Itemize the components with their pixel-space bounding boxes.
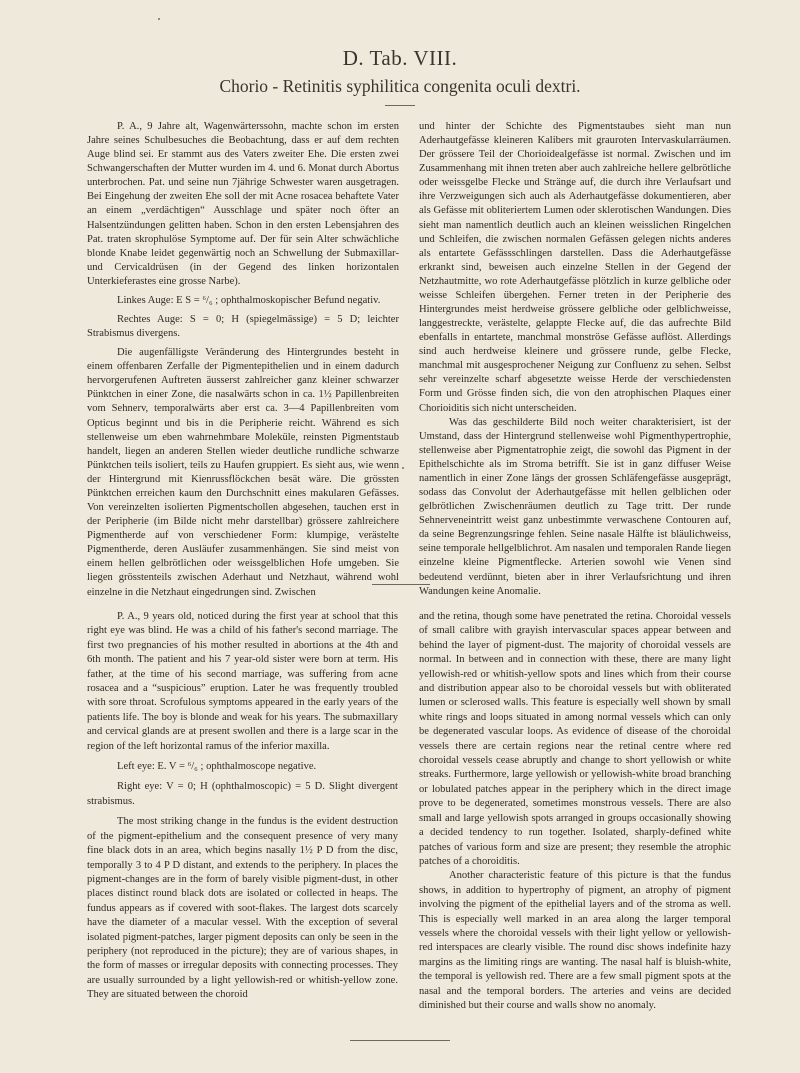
page-subtitle: Chorio - Retinitis syphilitica congenita oculi dextri. bbox=[219, 76, 581, 96]
german-characteristic-paragraph: Was das geschilderte Bild noch weiter charakterisiert, ist der Umstand, dass der Hintergrund stellenweise wohl Pigmenthypertrophie, stellenweise aber Pigmentatrophie zeigt, die sowohl das Pigment in der Epithelschichte als im Stroma betrifft. Sie ist in ganz diffuser Weise namentlich in einer Zone längs der grossen Schläfengefässe ausgeprägt, sodass das Convolut der Aderhautgefässe mit hellen gelblichen oder gelbrötlichen Zwischenräumen deutlich zu Tage tritt. Der runde Sehnerveneintritt weist ganz unbestimmte verwaschene Contouren auf, da seine Begrenzungsringe fehlen. Seine nasale Hälfte ist bläulichweiss, seine temporale hellgelblichrot. Am nasalen und temporalen Rande liegen einzelne kleine Pigmentflecke. Arterien sowohl wie Venen sind bedeutend verdünnt, bieten aber in ihrer Verlaufsrichtung und ihren Wandungen keine Anomalie. bbox=[419, 416, 731, 597]
german-right-eye: Rechtes Auge: S = 0; H (spiegelmässige) = 5 D; leichter Strabismus divergens. bbox=[87, 314, 399, 340]
english-right-eye: Right eye: V = 0; H (ophthalmoscopic) = 5 D. Slight divergent strabismus. bbox=[87, 781, 398, 807]
german-left-eye: Linkes Auge: E S = ⁶/₆ ; ophthalmoskopischer Befund negativ. bbox=[117, 294, 381, 306]
english-vessels-paragraph: and the retina, though some have penetrated the retina. Choroidal vessels of small calibre with grayish intervascular spaces appear between and behind the layer of pigment-dust. The majority of choroidal vessels are normal. In between and in connection with these, there are many light yellowish-red or whitish-yellow spots and lines which from their course and distribution appear also to be choroidal vessels but with obliterated lumen or sclerosed walls. This feature is especially well shown by small white rings and loops situated in among normal vessels which can only be degenerated vascular loops. As evidence of disease of the choroidal vessels there are certain regions near the retinal centre where red choroidal vessels cease abruptly and change to short yellowish or white streaks. Furthermore, large yellowish or yellowish-white broad branching or lobulated patches appear in the periphery which in the direct image prove to be degenerated, sometimes monstrous vessels. There are also small and large yellowish spots arranged in groups occasionally showing a decided tendency to run together. Isolated, sharply-defined white patches of various form and size are present; they resemble the atrophic patches of a choroiditis. bbox=[419, 611, 731, 867]
english-column-left bbox=[87, 610, 398, 1003]
paper-speck bbox=[402, 467, 404, 469]
german-column-left bbox=[87, 120, 399, 600]
bottom-rule bbox=[350, 1040, 450, 1041]
english-column-right bbox=[419, 610, 731, 1013]
paper-speck bbox=[158, 18, 160, 20]
section-divider-rule bbox=[372, 584, 430, 585]
german-case-history: P. A., 9 Jahre alt, Wagenwärterssohn, machte schon im ersten Jahre seines Schulbesuches die Beobachtung, dass er auf dem rechten Auge blind sei. Er stammt aus des Vaters zweiter Ehe. Die ersten zwei Schwangerschaften der Mutter wurden im 4. und 6. Monat durch Abortus unterbrochen. Pat. und seine nun 7jährige Schwester waren ausgetragen. Bei Eingehung der zweiten Ehe soll der mit Acne rosacea behaftete Vater an einem „verdächtigen“ Ausschlage und später noch öfter an Halsentzündungen gelitten haben. Schon in den ersten Lebensjahren des Pat. traten skrophulöse Symptome auf. Der für sein Alter schwächliche blonde Knabe leidet gegenwärtig noch an Schwellung der Submaxillar- und Cervicaldrüsen (in der Gegend des linken horizontalen Unterkieferastes eine grosse Narbe). bbox=[87, 121, 399, 287]
german-vessels-paragraph: und hinter der Schichte des Pigmentstaubes sieht man nun Aderhautgefässe kleineren Kalibers mit grauroten Intervaskularräumen. Der grössere Teil der Chorioidealgefässe ist normal. Zwischen und im Zusammenhang mit ihnen treten aber auch zahlreiche hellere gelbrötliche oder weissgelbe Flecke und Stränge auf, die durch ihre Verlaufsart und ihre Verzweigungen sich auch als Aderhautgefässe dokumentieren, aber als Gefässe mit obliteriertem Lumen oder sklerotischen Wandungen. Dies sieht man namentlich deutlich auch an kleinen weisslichen Ringelchen und Schleifen, die zwischen normalen Gefässen gelegen nichts anderes als entartete Gefässschlingen darstellen. Dass die Aderhautgefässe erkrankt sind, beweisen auch einzelne Stellen in der Gegend der Netzhautmitte, wo rote Aderhautgefässe plötzlich in kurze gelbliche oder weisse Schleifen übergehen. Ferner treten in der Peripherie des Hintergrundes meist herdweise grössere gelbliche oder gelblichweisse, langgestreckte, verästelte, gelappte Flecke auf, die das aufrechte Bild ebenfalls in entartete, manchmal monströse Gefässe auflöst. Allerdings sind auch herdweise kleinere und grössere runde, gelbe Flecke, manchmal mit ausgesprochener Neigung zur Confluenz zu sehen. Selbst sehr vereinzelte scharf abgesetzte weisse Herde der verschiedensten Form und Grösse finden sich, die von den atrophischen Plaques einer Chorioiditis sich nicht unterscheiden. bbox=[419, 121, 731, 414]
page-title: D. Tab. VIII. bbox=[342, 46, 458, 70]
german-column-right bbox=[419, 120, 731, 599]
english-fundus-description: The most striking change in the fundus is the evident destruction of the pigment-epithelium and the consequent presence of very many fine black dots in an area, which begins nasally 1½ P D from the disc, temporally 3 to 4 P D distant, and extends to the periphery. In places the pigment-changes are in the form of barely visible pigment-dust, in other places distinct round black dots are isolated or collected in heaps. The fundus appears as if covered with soot-flakes. The largest dots scarcely have the diameter of a macular vessel. With the exception of several isolated pigment-patches, larger pigment deposits can only be seen in the periphery (not reproduced in the picture); they are of various shapes, in the form of masses or irregular deposits with connecting processes. They are usually surrounded by a light yellowish-red or whitish-yellow zone. They are situated between the choroid bbox=[87, 816, 398, 1001]
english-characteristic-paragraph: Another characteristic feature of this picture is that the fundus shows, in addition to hypertrophy of pigment, an atrophy of pigment involving the pigment of the epithelial layers and of the stroma as well. This is especially well marked in an area along the larger temporal vessels where the choroidal vessels with their light yellow or yellowish-red interspaces are clearly visible. The round disc shows indefinite hazy margins as the limiting rings are wanting. The nasal half is bluish-white, the temporal is yellowish red. There are a few small pigment spots at the nasal and the temporal borders. The arteries and veins are decided diminished but their course and walls show no anomaly. bbox=[419, 870, 731, 1011]
german-fundus-description: Die augenfälligste Veränderung des Hintergrundes besteht in einem offenbaren Zerfalle der Pigmentepithelien und in einem dadurch hervorgerufenen Auftreten äusserst zahlreicher ganz kleiner schwarzer Pünktchen in einer Zone, die nasalwärts schon in ca. 1½ Papillenbreiten vom Sehnerv, temporalwärts aber erst ca. 3—4 Papillenbreiten vom Opticus beginnt und bis in die Peripherie reicht. Während es sich stellenweise um eben wahrnehmbare Moleküle, reinsten Pigmentstaub handelt, liegen an anderen Stellen wieder deutliche rundliche schwarze Pünktchen teils isoliert, teils zu Haufen gruppiert. Es sieht aus, wie wenn der Hintergrund mit Kienrussflöckchen besät wäre. Die grössten Pünktchen erreichen kaum den Durchschnitt eines makularen Gefässes. Von vereinzelten isolierten Pigmentschollen abgesehen, tauchen erst in der Peripherie (im Bilde nicht mehr darstellbar) grössere zahlreichere Pigmentherde auf von verschiedener Form: klumpige, verästelte Pigmentherde, deren Ausläufer zusammenhängen. Sie sind meist von einem hellen gelbrötlichen oder weissgelblichen Hofe umgeben. Sie liegen grösstenteils zwischen Aderhaut und Netzhaut, während wohl einzelne in die Netzhaut eingedrungen sind. Zwischen bbox=[87, 347, 399, 598]
english-left-eye: Left eye: E. V = ⁶/₆ ; ophthalmoscope negative. bbox=[117, 761, 317, 773]
title-rule bbox=[385, 105, 415, 106]
english-case-history: P. A., 9 years old, noticed during the first year at school that this right eye was blind. He was a child of his father's second marriage. The first two pregnancies of his mother resulted in abortions at the 4th and 6th month. The patient and his 7 year-old sister were born at term. His father, at the time of his second marriage, was suffering from acne rosacea and a “suspicious” eruption. Later he was frequently troubled with sore throat. Scrofulous symptoms appeared in the early years of the patients life. The boy is blonde and weak for his years. The submaxillary and cervical glands are at present swollen and there is a large scar in the region of the left horizontal ramus of the inferior maxilla. bbox=[87, 611, 398, 752]
